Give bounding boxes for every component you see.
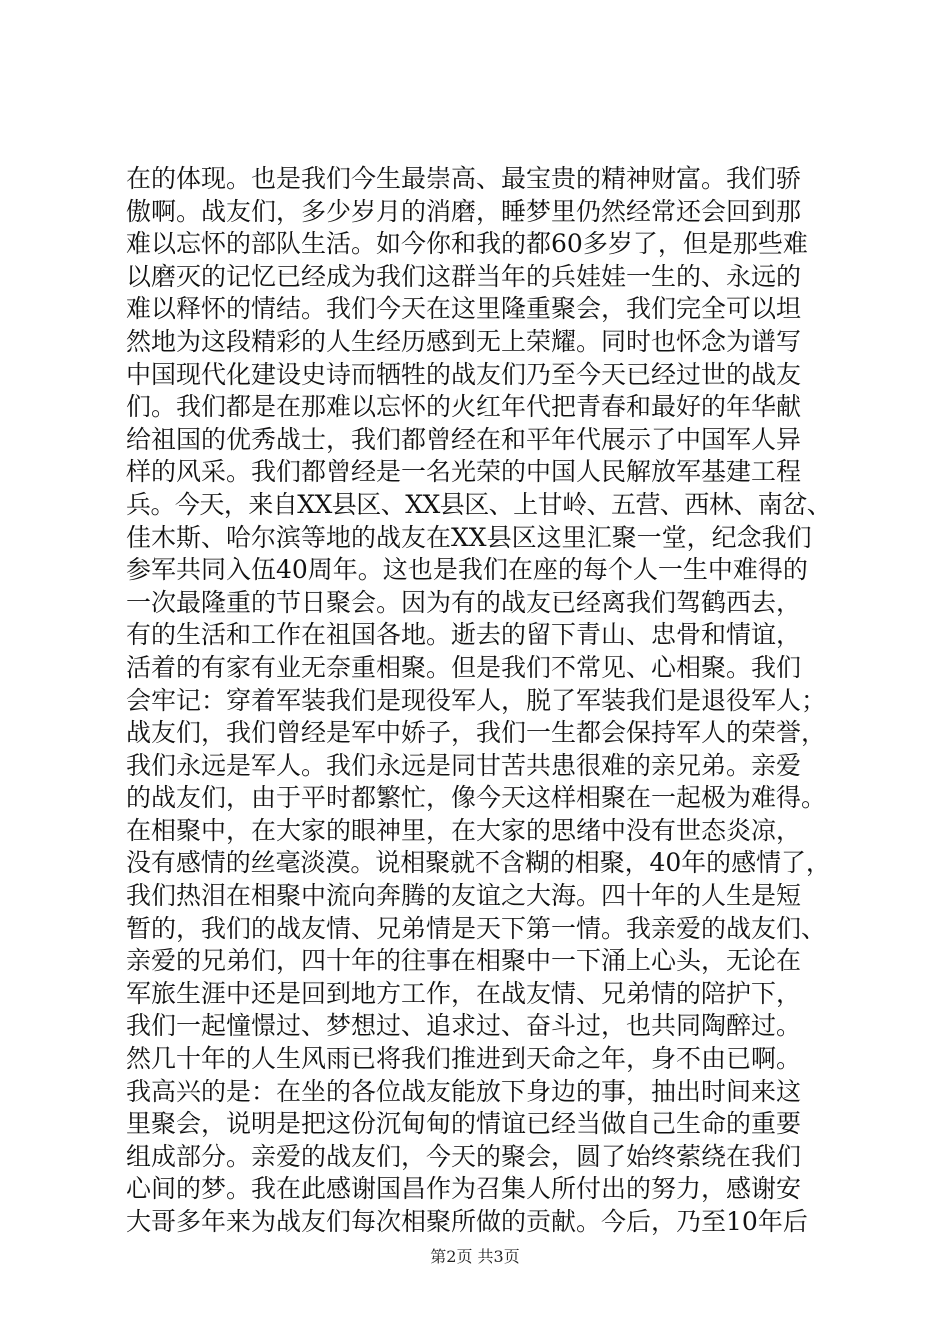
text-line: 里聚会，说明是把这份沉甸甸的情谊已经当做自己生命的重要 — [126, 1109, 802, 1139]
text-line: 在的体现。也是我们今生最崇高、最宝贵的精神财富。我们骄 — [126, 164, 802, 193]
text-line: 战友们，我们曾经是军中娇子，我们一生都会保持军人的荣誉， — [126, 718, 827, 748]
text-line: 活着的有家有业无奈重相聚。但是我们不常见、心相聚。我们 — [126, 652, 802, 682]
text-line: 心间的梦。我在此感谢国昌作为召集人所付出的努力，感谢安 — [126, 1174, 802, 1204]
text-line: 给祖国的优秀战士，我们都曾经在和平年代展示了中国军人异 — [126, 424, 802, 454]
text-line: 们。我们都是在那难以忘怀的火红年代把青春和最好的年华献 — [126, 392, 802, 422]
text-line: 难以忘怀的部队生活。如今你和我的都60多岁了，但是那些难 — [126, 229, 808, 259]
text-line: 有的生活和工作在祖国各地。逝去的留下青山、忠骨和情谊， — [126, 620, 802, 650]
text-line: 我高兴的是：在坐的各位战友能放下身边的事，抽出时间来这 — [126, 1076, 802, 1106]
text-line: 然地为这段精彩的人生经历感到无上荣耀。同时也怀念为谱写 — [126, 326, 802, 356]
page-footer: 第2页 共3页 — [430, 1247, 520, 1266]
text-line: 亲爱的兄弟们，四十年的往事在相聚中一下涌上心头，无论在 — [126, 946, 802, 976]
text-line: 暂的，我们的战友情、兄弟情是天下第一情。我亲爱的战友们、 — [126, 913, 827, 943]
text-line: 在相聚中，在大家的眼神里，在大家的思绪中没有世态炎凉， — [126, 815, 802, 845]
text-line: 大哥多年来为战友们每次相聚所做的贡献。今后，乃至10年后 — [126, 1207, 808, 1236]
text-line: 以磨灭的记忆已经成为我们这群当年的兵娃娃一生的、永远的 — [126, 261, 802, 291]
text-line: 军旅生涯中还是回到地方工作，在战友情、兄弟情的陪护下， — [126, 978, 802, 1008]
body-text — [126, 163, 831, 1239]
text-line: 我们永远是军人。我们永远是同甘苦共患很难的亲兄弟。亲爱 — [126, 750, 802, 780]
text-line: 中国现代化建设史诗而牺牲的战友们乃至今天已经过世的战友 — [126, 359, 802, 389]
text-line: 我们一起憧憬过、梦想过、追求过、奋斗过，也共同陶醉过。 — [126, 1011, 802, 1041]
text-line: 会牢记：穿着军装我们是现役军人，脱了军装我们是退役军人； — [126, 685, 827, 715]
text-line: 的战友们，由于平时都繁忙，像今天这样相聚在一起极为难得。 — [126, 783, 827, 813]
text-line: 我们热泪在相聚中流向奔腾的友谊之大海。四十年的人生是短 — [126, 881, 802, 911]
text-line: 参军共同入伍40周年。这也是我们在座的每个人一生中难得的 — [126, 555, 808, 585]
text-line: 组成部分。亲爱的战友们，今天的聚会，圆了始终萦绕在我们 — [126, 1141, 802, 1171]
text-line: 傲啊。战友们，多少岁月的消磨，睡梦里仍然经常还会回到那 — [126, 196, 802, 226]
text-line: 难以释怀的情结。我们今天在这里隆重聚会，我们完全可以坦 — [126, 294, 802, 324]
text-line: 佳木斯、哈尔滨等地的战友在XX县区这里汇聚一堂，纪念我们 — [126, 522, 812, 552]
text-line: 样的风采。我们都曾经是一名光荣的中国人民解放军基建工程 — [126, 457, 802, 487]
text-line: 然几十年的人生风雨已将我们推进到天命之年，身不由已啊。 — [126, 1044, 802, 1074]
text-line: 兵。今天，来自XX县区、XX县区、上甘岭、五营、西林、南岔、 — [126, 489, 832, 519]
text-line: 没有感情的丝毫淡漠。说相聚就不含糊的相聚，40年的感情了， — [126, 848, 831, 878]
text-line: 一次最隆重的节日聚会。因为有的战友已经离我们驾鹤西去， — [126, 587, 802, 617]
